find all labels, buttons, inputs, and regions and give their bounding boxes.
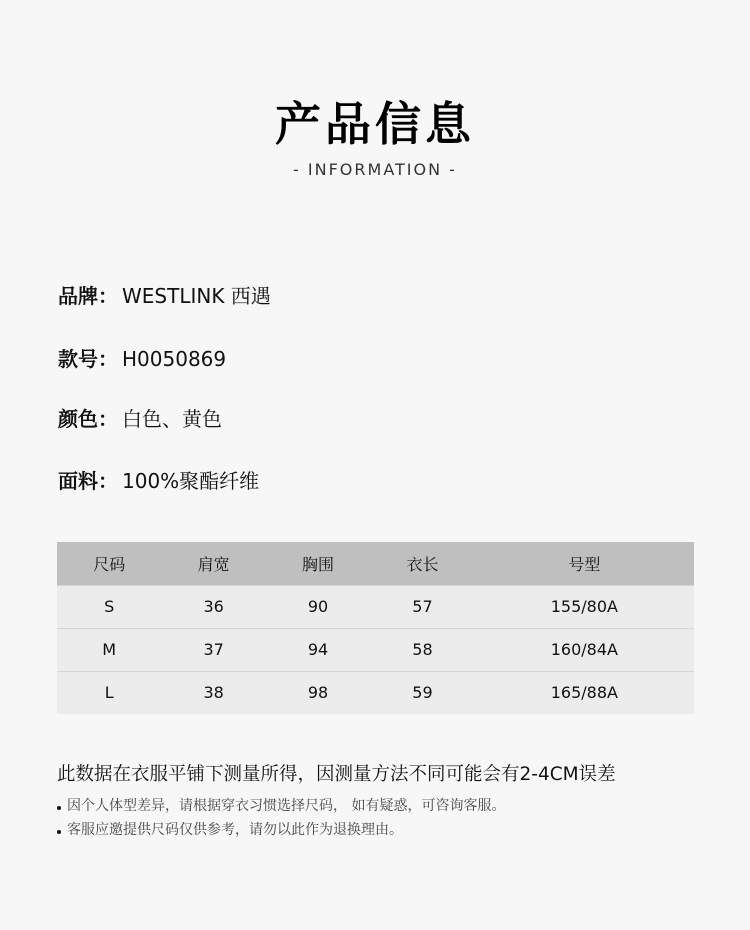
page-title: 产品信息: [275, 97, 475, 151]
table-cell: 59: [370, 671, 474, 714]
table-cell: S: [57, 585, 161, 628]
table-cell: 90: [266, 585, 370, 628]
table-cell: 36: [161, 585, 265, 628]
size-table-header: [57, 542, 694, 585]
table-row: [57, 628, 694, 671]
table-cell: 160/84A: [475, 628, 694, 671]
table-cell: L: [57, 671, 161, 714]
table-cell: M: [57, 628, 161, 671]
table-cell: 165/88A: [475, 671, 694, 714]
fabric-label: 面料：: [58, 469, 118, 493]
note-item-text: 因个人体型差异，请根据穿衣习惯选择尺码， 如有疑惑，可咨询客服。: [67, 798, 506, 814]
fabric-value: 100%聚酯纤维: [122, 469, 260, 493]
info-row-brand: [58, 280, 271, 309]
header-fit: 号型: [475, 542, 694, 585]
note-item-text: 客服应邀提供尺码仅供参考，请勿以此作为退换理由。: [67, 822, 403, 838]
table-cell: 155/80A: [475, 585, 694, 628]
header-length: 衣长: [370, 542, 474, 585]
table-row: [57, 671, 694, 714]
info-row-fabric: [58, 465, 259, 494]
size-table: [57, 542, 694, 714]
note-item: [57, 795, 505, 815]
color-label: 颜色：: [58, 407, 118, 431]
bullet-icon: [57, 830, 61, 834]
note-item: [57, 819, 403, 839]
header-shoulder: 肩宽: [161, 542, 265, 585]
style-no-label: 款号：: [58, 347, 118, 371]
table-cell: 38: [161, 671, 265, 714]
bullet-icon: [57, 806, 61, 810]
header-size: 尺码: [57, 542, 161, 585]
brand-value: WESTLINK 西遇: [122, 284, 271, 308]
table-cell: 98: [266, 671, 370, 714]
table-cell: 94: [266, 628, 370, 671]
info-row-color: [58, 403, 222, 432]
page-subtitle: - INFORMATION -: [293, 160, 457, 179]
table-cell: 37: [161, 628, 265, 671]
info-row-style-no: [58, 343, 226, 372]
style-no-value: H0050869: [122, 347, 227, 371]
brand-label: 品牌：: [58, 284, 118, 308]
table-row: [57, 585, 694, 628]
table-cell: 57: [370, 585, 474, 628]
table-cell: 58: [370, 628, 474, 671]
measurement-note: 此数据在衣服平铺下测量所得，因测量方法不同可能会有2-4CM误差: [57, 764, 616, 785]
header-chest: 胸围: [266, 542, 370, 585]
color-value: 白色、黄色: [122, 407, 222, 431]
